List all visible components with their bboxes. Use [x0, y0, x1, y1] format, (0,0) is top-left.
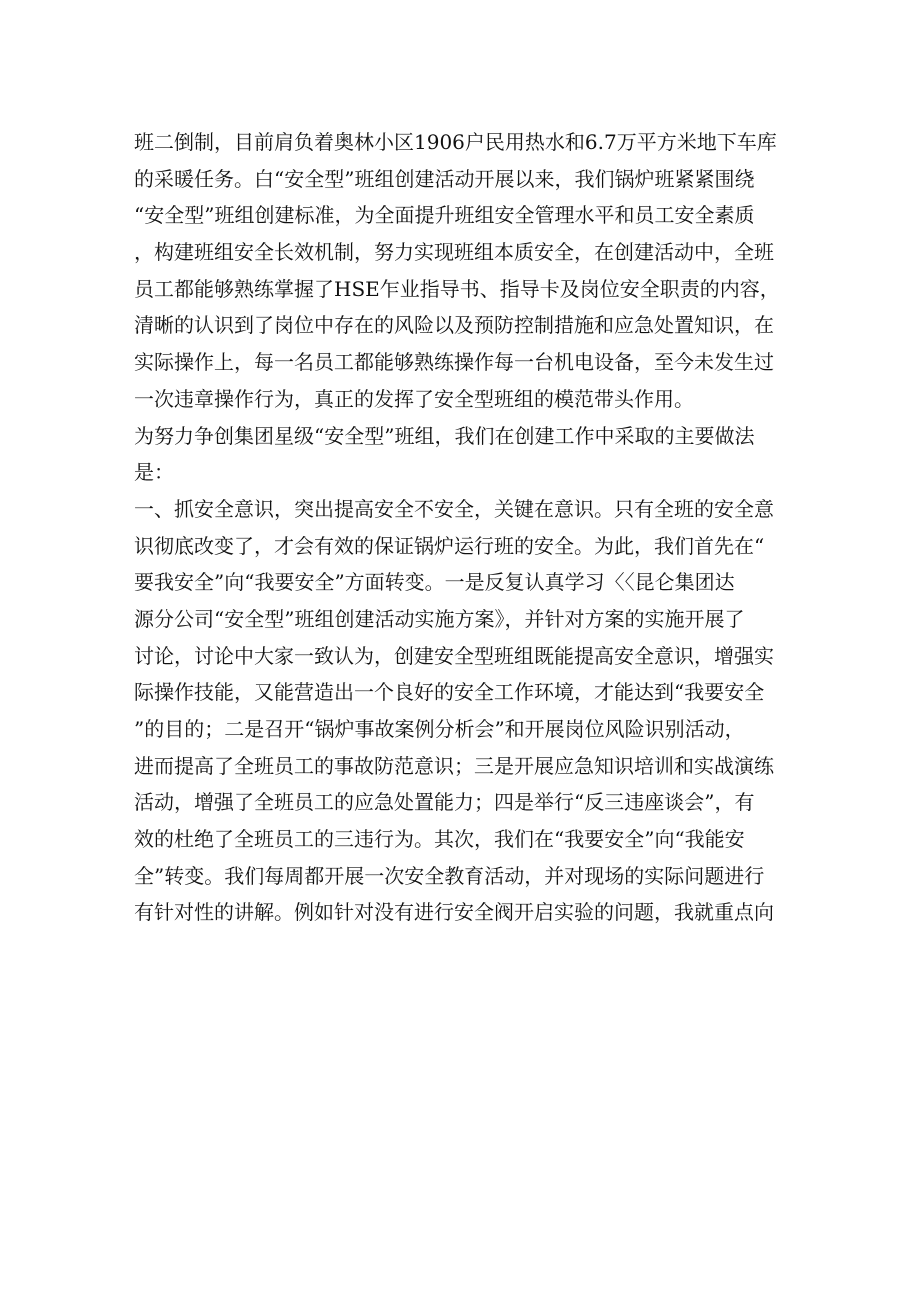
text-line: 识彻底改变了，才会有效的保证锅炉运行班的安全。为此，我们首先在“: [134, 533, 765, 558]
text-line: “安全型”班组创建标准，为全面提升班组安全管理水平和员工安全素质: [134, 203, 755, 228]
paragraph-start-line: 为努力争创集团星级“安全型”班组，我们在创建工作中采取的主要做法: [134, 423, 755, 448]
body-text: [134, 124, 794, 931]
text-line: 员工都能够熟练掌握了HSE乍业指导书、指导卡及岗位安全职责的内容，: [134, 276, 780, 301]
text-line: 际操作技能，又能营造出一个良好的安全工作环境，才能达到“我要安全: [134, 680, 765, 705]
text-line: 全”转变。我们每周都开展一次安全教育活动，并对现场的实际问题进行: [134, 863, 765, 888]
text-line: 有针对性的讲解。例如针对没有进行安全阀开启实验的问题，我就重点向: [134, 900, 774, 925]
text-line: 进而提高了全班员工的事故防范意识；三是开展应急知识培训和实战演练: [134, 753, 774, 778]
text-line: 清晰的认识到了岗位中存在的风险以及预防控制措施和应急处置知识，在: [134, 313, 774, 338]
text-line: 效的杜绝了全班员工的三违行为。其次，我们在“我要安全”向“我能安: [134, 827, 745, 852]
text-line: 源分公司“安全型”班组创建活动实施方案》，并针对方案的实施开展了: [134, 606, 745, 631]
text-line: 讨论，讨论中大家一致认为，创建安全型班组既能提高安全意识，增强实: [134, 643, 774, 668]
text-line: 一次违章操作行为，真正的发挥了安全型班组的模范带头作用。: [134, 386, 694, 411]
text-line: 是：: [134, 460, 174, 485]
text-line: ”的目的；二是召开“锅炉事故案例分析会”和开展岗位风险识别活动，: [134, 717, 745, 741]
text-line: 实际操作上，每一名员工都能够熟练操作每一台机电设备，至今未发生过: [134, 350, 774, 375]
section-heading-line: 一、抓安全意识，突出提高安全不安全，关键在意识。只有全班的安全意: [134, 496, 774, 521]
text-line: ，构建班组安全长效机制，努力实现班组本质安全，在创建活动中，全班: [134, 240, 774, 265]
text-line: 要我安全”向“我要安全”方面转变。一是反复认真学习〈〈昆仑集团达: [134, 570, 735, 595]
text-line: 班二倒制，目前肩负着奥林小区1906户民用热水和6.7万平方米地下车库: [134, 130, 777, 154]
text-line: 活动，增强了全班员工的应急处置能力；四是举行“反三违座谈会”，有: [134, 790, 755, 815]
text-line: 的采暖任务。白“安全型”班组创建活动开展以来，我们锅炉班紧紧围绕: [134, 166, 755, 191]
